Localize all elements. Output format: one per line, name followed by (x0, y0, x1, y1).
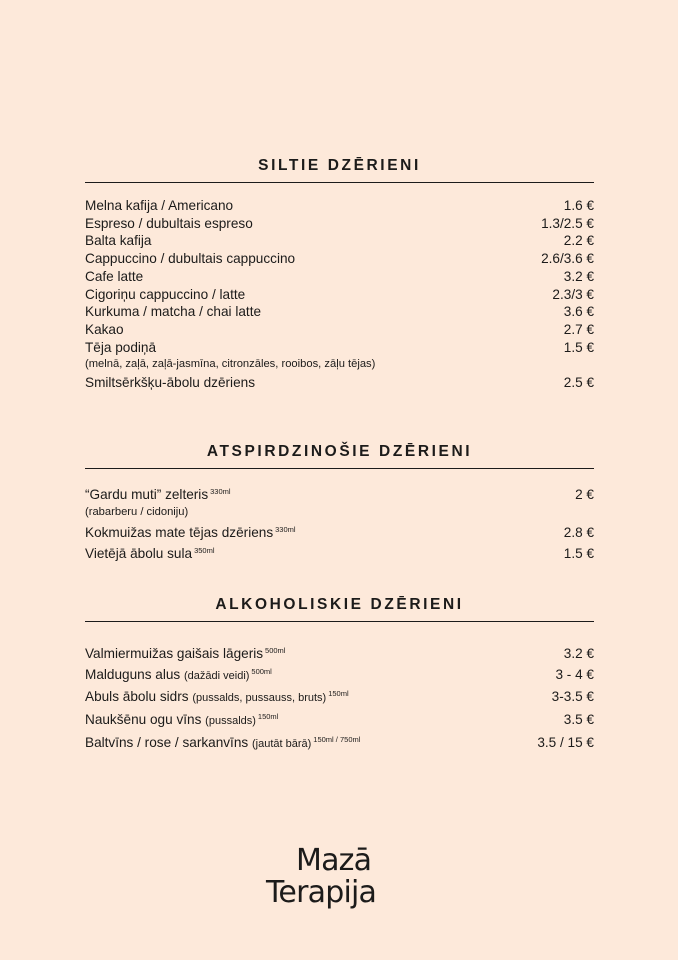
item-name: Smiltsērkšķu-ābolu dzēriens (85, 375, 255, 391)
item-price: 2.3/3 € (552, 286, 594, 302)
item-name-text: Baltvīns / rose / sarkanvīns (85, 734, 249, 750)
item-volume: 350ml (194, 546, 215, 556)
menu-item (85, 731, 594, 754)
menu-item (85, 250, 594, 268)
item-note: (rabarberu / cidoniju) (85, 505, 189, 518)
section-alcoholic-drinks (85, 596, 594, 754)
item-detail: (dažādi veidi) (184, 669, 250, 682)
section-title: ATSPIRDZINOŠIE DZĒRIENI (85, 443, 594, 469)
item-price: 3 - 4 € (555, 666, 594, 682)
item-price: 1.3/2.5 € (541, 215, 594, 231)
menu-item (85, 708, 594, 731)
item-volume: 150ml / 750ml (313, 734, 361, 744)
item-name (85, 521, 296, 542)
section-title: ALKOHOLISKIE DZĒRIENI (85, 596, 594, 622)
item-price: 1.5 € (563, 339, 594, 355)
menu-item (85, 521, 594, 542)
item-price: 2.8 € (563, 525, 594, 541)
menu-item (85, 663, 594, 686)
menu-item (85, 642, 594, 663)
item-name: Tēja podiņā (85, 339, 157, 355)
item-name-text: Malduguns alus (85, 666, 181, 682)
item-note: (melnā, zaļā, zaļā-jasmīna, citronzāles, rooibos, zāļu tējas) (85, 358, 376, 371)
menu-item (85, 268, 594, 286)
item-name (85, 663, 272, 686)
item-name (85, 731, 360, 754)
item-name: Kurkuma / matcha / chai latte (85, 304, 262, 320)
item-price: 1.6 € (563, 198, 594, 213)
item-volume: 150ml (257, 712, 279, 722)
item-price: 2.5 € (563, 375, 594, 391)
menu-item (85, 483, 594, 504)
item-name (85, 542, 215, 563)
item-name (85, 483, 231, 504)
item-price: 3.6 € (563, 304, 594, 320)
item-name: Espreso / dubultais espreso (85, 215, 253, 231)
menu-items (85, 642, 594, 754)
item-name-text: Abuls ābolu sidrs (85, 689, 189, 705)
logo-line-2: Terapija (266, 875, 377, 910)
item-price: 2.7 € (563, 321, 594, 337)
item-volume: 500ml (251, 666, 272, 676)
menu-item (85, 232, 594, 250)
item-price: 2 € (575, 487, 594, 502)
item-price: 3.5 / 15 € (537, 734, 594, 750)
item-name: Melna kafija / Americano (85, 198, 234, 213)
menu-item (85, 685, 594, 708)
item-price: 3.2 € (563, 268, 594, 284)
item-name-text: Vietējā ābolu sula (85, 546, 193, 562)
brand-logo (266, 845, 426, 909)
item-name: Cafe latte (85, 268, 144, 284)
menu-item (85, 542, 594, 563)
item-name: Kakao (85, 321, 124, 337)
item-name (85, 642, 285, 663)
item-detail: (pussalds) (205, 715, 256, 728)
item-price: 1.5 € (563, 546, 594, 562)
item-name (85, 685, 349, 708)
item-name-text: Naukšēnu ogu vīns (85, 712, 202, 728)
menu-item (85, 197, 594, 215)
menu-item (85, 303, 594, 321)
item-volume: 150ml (328, 689, 349, 699)
section-title: SILTIE DZĒRIENI (85, 157, 594, 183)
item-name-text: Kokmuižas mate tējas dzēriens (85, 525, 274, 541)
section-hot-drinks (85, 157, 594, 392)
menu-items (85, 483, 594, 563)
menu-item (85, 374, 594, 392)
item-volume: 500ml (265, 646, 286, 655)
item-name-text: “Gardu muti” zelteris (85, 487, 209, 502)
item-name: Balta kafija (85, 233, 152, 249)
item-name-text: Valmiermuižas gaišais lāgeris (85, 646, 264, 661)
item-name: Cappuccino / dubultais cappuccino (85, 251, 296, 267)
item-name: Cigoriņu cappuccino / latte (85, 286, 246, 302)
item-price: 2.6/3.6 € (541, 251, 594, 267)
item-price: 3.5 € (563, 712, 594, 728)
item-name (85, 708, 278, 731)
menu-item (85, 286, 594, 304)
menu-item (85, 339, 594, 357)
logo-line-1: Mazā (296, 843, 372, 878)
menu-item (85, 321, 594, 339)
menu-item (85, 215, 594, 233)
item-detail: (jautāt bārā) (251, 737, 312, 750)
menu-items (85, 197, 594, 392)
item-price: 2.2 € (563, 233, 594, 249)
item-price: 3.2 € (563, 646, 594, 661)
item-price: 3-3.5 € (551, 689, 594, 705)
item-detail: (pussalds, pussauss, bruts) (192, 692, 327, 705)
item-volume: 330ml (275, 525, 296, 535)
item-volume: 330ml (210, 487, 231, 496)
section-refreshing-drinks (85, 443, 594, 563)
